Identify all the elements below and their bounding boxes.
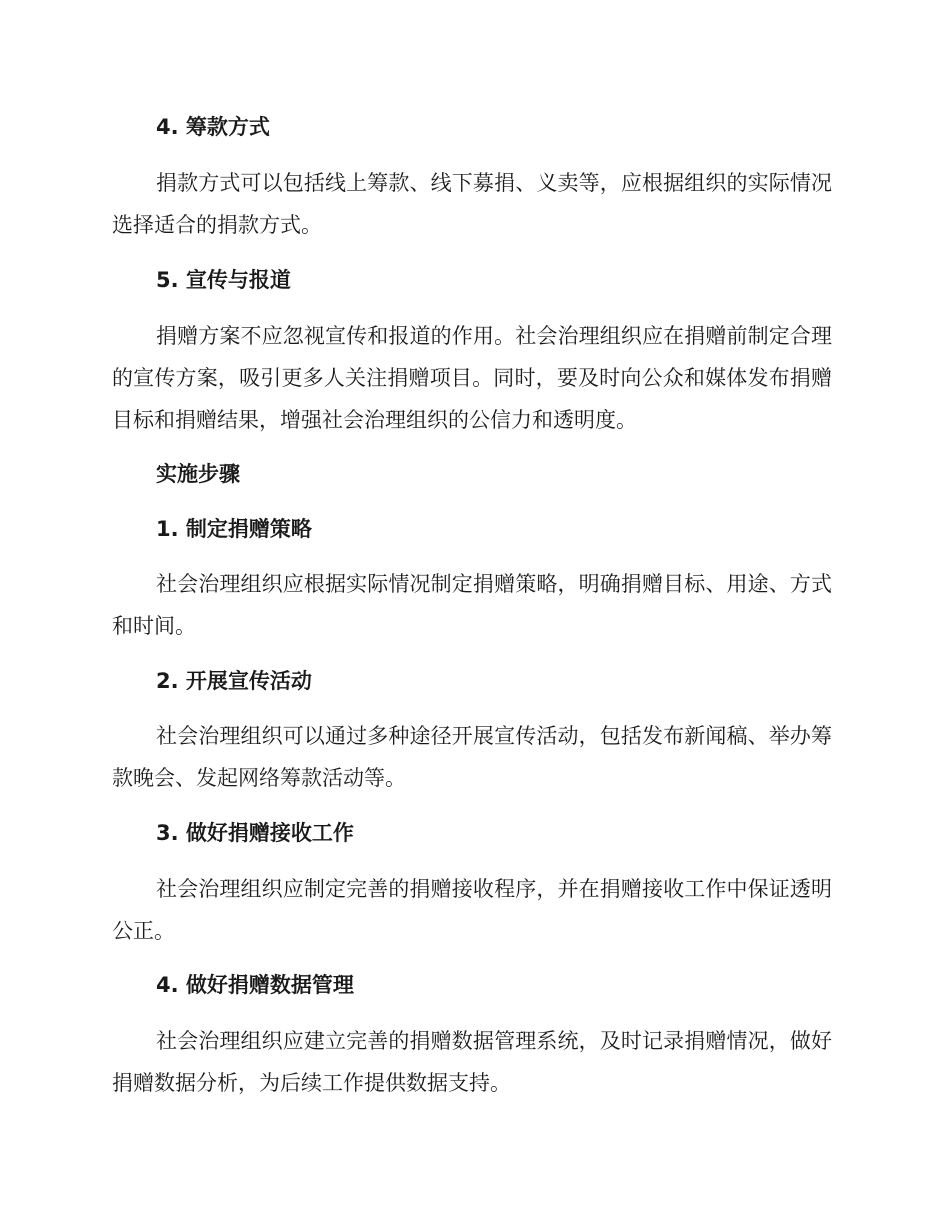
section-heading-fundraising-method: 4. 筹款方式 [156,115,270,139]
section-heading-publicity: 5. 宣传与报道 [156,268,291,292]
step-body-donation-strategy: 社会治理组织应根据实际情况制定捐赠策略，明确捐赠目标、用途、方式和时间。 [112,572,832,638]
step-body-publicity-activities: 社会治理组织可以通过多种途径开展宣传活动，包括发布新闻稿、举办筹款晚会、发起网络筹款活动等。 [112,724,832,790]
step-heading-donation-strategy: 1. 制定捐赠策略 [156,517,312,541]
step-heading-publicity-activities: 2. 开展宣传活动 [156,669,312,693]
section-heading-implementation-steps: 实施步骤 [156,462,240,486]
step-body-donation-receiving: 社会治理组织应制定完善的捐赠接收程序，并在捐赠接收工作中保证透明公正。 [112,877,832,943]
section-body-publicity: 捐赠方案不应忽视宣传和报道的作用。社会治理组织应在捐赠前制定合理的宣传方案，吸引更多人关注捐赠项目。同时，要及时向公众和媒体发布捐赠目标和捐赠结果，增强社会治理组织的公信力和透明度。 [112,324,832,432]
step-heading-donation-data-management: 4. 做好捐赠数据管理 [156,973,354,997]
step-body-donation-data-management: 社会治理组织应建立完善的捐赠数据管理系统，及时记录捐赠情况，做好捐赠数据分析，为后续工作提供数据支持。 [112,1029,832,1095]
step-heading-donation-receiving: 3. 做好捐赠接收工作 [156,821,354,845]
section-body-fundraising-method: 捐款方式可以包括线上筹款、线下募捐、义卖等，应根据组织的实际情况选择适合的捐款方式。 [112,171,832,237]
